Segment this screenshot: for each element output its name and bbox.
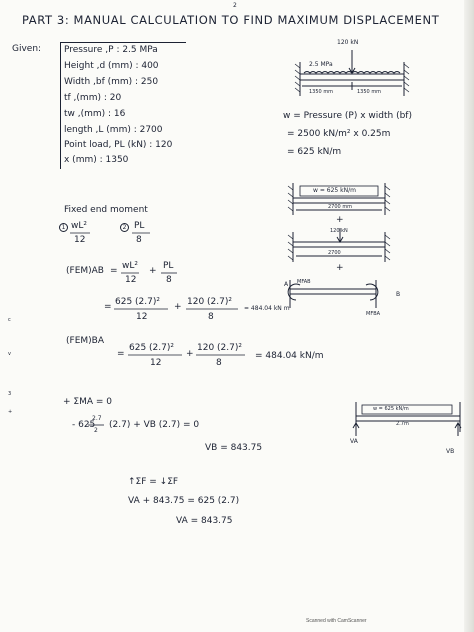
margin-mark: c — [8, 317, 11, 323]
equals-sign: = — [110, 266, 118, 276]
moment-label-a: MFAB — [297, 279, 311, 285]
plus-sign: + — [149, 266, 157, 276]
option-1-denominator: 12 — [74, 235, 86, 245]
span-left-label: 1350 mm — [309, 89, 334, 95]
option-2-numerator: PL — [134, 221, 145, 231]
margin-mark: + — [8, 409, 13, 415]
given-row: Width ,bf (mm) : 250 — [64, 77, 159, 87]
point-load-label: 120 kN — [337, 39, 359, 46]
moment-eq-line2a: - 625 — [72, 420, 96, 430]
given-row: tw ,(mm) : 16 — [64, 109, 126, 119]
given-row: Pressure ,P : 2.5 MPa — [64, 45, 158, 55]
fixed-end-heading: Fixed end moment — [64, 205, 148, 215]
given-row: Point load, PL (kN) : 120 — [64, 140, 173, 150]
force-eq-line3: VA = 843.75 — [176, 516, 233, 526]
given-row: Height ,d (mm) : 400 — [64, 61, 159, 71]
fem-ab-label: (FEM)AB — [66, 266, 104, 276]
fem-ba-result: = 484.04 kN/m — [255, 351, 324, 361]
span-label-2: 2700 mm — [328, 204, 353, 210]
moment-eq-line3: VB = 843.75 — [205, 443, 263, 453]
fem-ab-term1-den: 12 — [125, 275, 137, 285]
equals-sign: = — [104, 302, 112, 312]
page-mark: 2 — [233, 2, 237, 9]
udl-label-2: w = 625 kN/m — [313, 187, 356, 194]
moment-eq-line1: + ΣMA = 0 — [63, 397, 112, 407]
option-1-numerator: wL² — [71, 221, 87, 231]
given-row: tf ,(mm) : 20 — [64, 93, 122, 103]
option-2-denominator: 8 — [136, 235, 142, 245]
support-label-b: B — [396, 291, 401, 298]
moment-eq-frac-den: 2 — [94, 427, 98, 434]
span-label-4: 2.7m — [396, 421, 409, 427]
option-2-circle: 2 — [120, 223, 129, 232]
w-calc-line: w = Pressure (P) x width (bf) — [283, 111, 412, 121]
fem-ab-sub2-den: 8 — [208, 312, 214, 322]
fem-ab-term2-den: 8 — [166, 275, 172, 285]
moment-label-b: MFBA — [366, 311, 381, 317]
w-calc-line: = 2500 kN/m² x 0.25m — [287, 129, 391, 139]
fem-ba-sub2-den: 8 — [216, 358, 222, 368]
fem-ab-sub1-den: 12 — [136, 312, 148, 322]
span-label-3: 2700 — [328, 250, 341, 256]
plus-sign: + — [174, 302, 182, 312]
fem-ba-sub2-num: 120 (2.7)² — [197, 343, 242, 353]
moment-eq-frac-num: 2.7 — [92, 415, 102, 422]
force-eq-line2: VA + 843.75 = 625 (2.7) — [128, 496, 240, 506]
scanner-watermark: Scanned with CamScanner — [306, 618, 367, 624]
margin-mark: v — [8, 351, 11, 357]
option-1-circle: 1 — [59, 223, 68, 232]
udl-label-3: w = 625 kN/m — [373, 406, 409, 412]
fem-ba-sub1-num: 625 (2.7)² — [129, 343, 174, 353]
fem-ab-term1-num: wL² — [122, 261, 138, 271]
given-row: length ,L (mm) : 2700 — [64, 125, 163, 135]
fem-ab-result: = 484.04 kN m — [244, 305, 290, 312]
fem-ba-label: (FEM)BA — [66, 336, 104, 346]
page-title: PART 3: MANUAL CALCULATION TO FIND MAXIMUM DISPLACEMENT — [22, 13, 440, 27]
force-eq-line1: ↑ΣF = ↓ΣF — [128, 477, 179, 487]
reaction-label-b: VB — [446, 448, 455, 455]
fem-ab-sub2-num: 120 (2.7)² — [187, 297, 232, 307]
plus-sign: + — [336, 215, 344, 225]
w-calc-line: = 625 kN/m — [287, 147, 342, 157]
moment-eq-line2b: (2.7) + VB (2.7) = 0 — [109, 420, 200, 430]
fem-ab-sub1-num: 625 (2.7)² — [115, 297, 160, 307]
support-label-a: A — [284, 281, 289, 288]
equals-sign: = — [117, 349, 125, 359]
point-load-label-2: 120 kN — [330, 228, 348, 234]
plus-sign: + — [186, 349, 194, 359]
plus-sign: + — [336, 263, 344, 273]
fem-ab-term2-num: PL — [163, 261, 174, 271]
fem-ba-sub1-den: 12 — [150, 358, 162, 368]
margin-mark: 3 — [8, 391, 12, 397]
given-row: x (mm) : 1350 — [64, 155, 129, 165]
udl-label: 2.5 MPa — [309, 61, 333, 68]
reaction-label-a: VA — [350, 438, 358, 445]
given-label: Given: — [12, 44, 42, 54]
span-right-label: 1350 mm — [357, 89, 382, 95]
